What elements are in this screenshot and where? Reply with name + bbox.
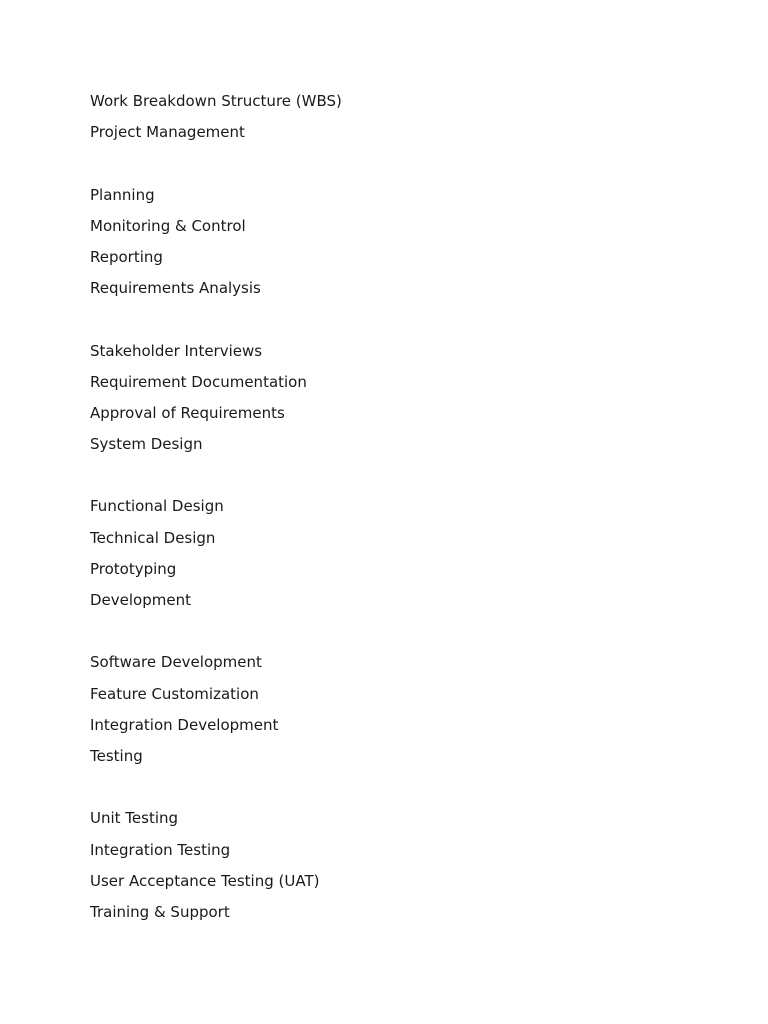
blank-line bbox=[90, 776, 690, 807]
blank-line bbox=[90, 308, 690, 339]
text-line: User Acceptance Testing (UAT) bbox=[90, 871, 320, 890]
text-line: Unit Testing bbox=[90, 809, 179, 828]
document-body bbox=[90, 90, 690, 932]
blank-line bbox=[90, 464, 690, 495]
text-line: Testing bbox=[90, 746, 143, 765]
text-line: Development bbox=[90, 591, 191, 609]
text-line: Project Management bbox=[90, 123, 245, 142]
text-line: Functional Design bbox=[90, 497, 224, 516]
blank-line bbox=[90, 620, 690, 651]
text-line: Training & Support bbox=[90, 902, 230, 921]
text-line: Prototyping bbox=[90, 559, 177, 578]
text-line: Monitoring & Control bbox=[90, 216, 246, 235]
document-title: Work Breakdown Structure (WBS) bbox=[90, 92, 342, 110]
text-line: Planning bbox=[90, 185, 155, 204]
text-line: Integration Testing bbox=[90, 840, 231, 859]
text-line: Technical Design bbox=[90, 528, 216, 547]
text-line: System Design bbox=[90, 435, 203, 454]
text-line: Reporting bbox=[90, 247, 163, 266]
text-line: Stakeholder Interviews bbox=[90, 341, 263, 360]
text-line: Software Development bbox=[90, 653, 262, 672]
text-line: Requirement Documentation bbox=[90, 372, 307, 391]
text-line: Integration Development bbox=[90, 715, 279, 734]
text-line: Approval of Requirements bbox=[90, 403, 285, 422]
blank-line bbox=[90, 152, 690, 183]
text-line: Feature Customization bbox=[90, 684, 259, 703]
text-line: Requirements Analysis bbox=[90, 279, 261, 298]
